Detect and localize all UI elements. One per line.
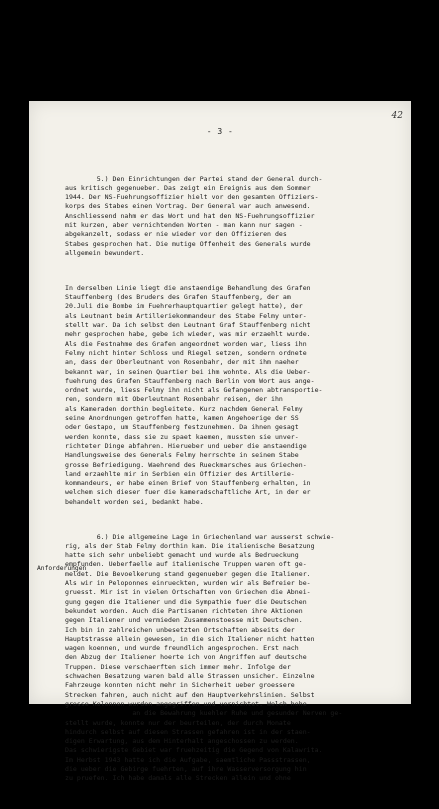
document-page <box>29 101 411 783</box>
folio-annotation: 42 <box>391 111 403 121</box>
paragraph-5: 5.) Den Einrichtungen der Partei stand der General durch- aus kritisch gegenueber. Das zeigt ein Ereignis aus dem Sommer 1944. Der NS-Fuehrungsoffizier hielt vor den gesamten Offiziers- korps des Stabes einen Vortrag. Der General war auch anwesend. Anschliessend nahm er das Wort und hat den NS-Fuehrungsoffizier mit kurzen, aber vernichtenden Worten - man kann nur sagen - abgekanzelt, sodass er nie wieder vor den Offizieren des Stabes gesprochen hat. Die mutige Offenheit des Generals wurde allgemein bewundert. <box>65 174 323 257</box>
margin-note: Anforderungen <box>37 565 87 572</box>
page-number: - 3 - <box>206 127 234 136</box>
body-text <box>65 156 395 809</box>
paragraph-stauffenberg: In derselben Linie liegt die anstaendige Behandlung des Grafen Stauffenberg (des Bruders des Grafen Stauffenberg, der am 20.Juli die Bombe im Fuehrerhauptquartier gelegt hatte), der als Leutnant beim Artilleriekommandeur des Stabe Felmy unter- stellt war. Da ich selbst den Leutnant Graf Stauffenberg nicht mehr gesprochen habe, gebe ich wieder, was mir erzaehlt wurde. Als die Festnahme des Grafen angeordnet worden war, liess ihn Felmy nicht hinter Schloss und Riegel setzen, sondern ordnete an, dass der Oberleutnant von Rosenbahr, der mit ihm naeher bekannt war, in seinen Quartier bei ihm wohnte. Als die Ueber- fuehrung des Grafen Stauffenberg nach Berlin vom Wort aus ange- ordnet wurde, liess Felmy ihn nicht als Gefangenen abtransportie- ren, sondern mit Oberleutnant Rosenbahr reisen, der ihn als Kameraden dorthin begleitete. Kurz nachdem General Felmy seine Anordnungen getroffen hatte, kamen Angehoerige der SS oder Gestapo, um Stauffenberg festzunehmen. Da ihnen gesagt werden konnte, dass sie zu spaet kaemen, mussten sie unver- richteter Dinge abfahren. Hierueber und ueber die anstaendige Handlungsweise des Generals Felmy herrschte in seinem Stabe grosse Befriedigung. Waehrend des Rueckmarsches aus Griechen- land erzaehlte mir in Serbien ein Offizier des Artillerie- kommandeurs, er habe einen Brief von Stauffenberg erhalten, in welchem sich dieser fuer die kameradschaftliche Art, in der er behandelt worden sei, bedankt habe. <box>65 283 323 506</box>
paragraph-6: 6.) Die allgemeine Lage in Griechenland war ausserst schwie- rig, als der Stab Felmy dorthin kam. Die italienische Besatzung hatte sich sehr unbeliebt gemacht und wurde als Bedrueckung empfunden. Ueberfaelle auf italienische Truppen waren oft ge- meldet. Die Bevoelkerung stand gegenueber gegen die Italiener. Als wir in Peloponnes einrueckten, wurden wir als Befreier be- gruesst. Mir ist in vielen Ortschaften von Griechen die Abnei- gung gegen die Italiener und die Sympathie fuer die Deutschen bekundet worden. Auch die Partisanen richteten ihre Aktionen gegen Italiener und vermieden Zusammenstoesse mit Deutschen. Ich bin in zahlreichen unbesetzten Ortschaften abseits der Hauptstrasse allein gewesen, in die sich Italiener nicht hatten wagen koennen, und wurde freundlich angesprochen. Erst nach den Abzug der Italiener hoerte ich von Angriffen auf deutsche Truppen. Diese verschaerften sich immer mehr. Infolge der schwachen Besatzung waren bald alle Strassen unsicher. Einzelne Fahrzeuge konnten nicht mehr in Sicherheit ueber groessere Strecken fahren, auch nicht auf den Hauptverkehrslinien. Selbst grosse Kolonnen wurden angegriffen und vernichtet. Welch hohe an die Bewahrung kuehler Ruhe und gesunder Nerven ge- stellt wurde, konnte nur der beurteilen, der durch Monate hindurch selbst auf diesen Strassen gefahren ist in der staen- digen Erwartung, aus dem Hinterhalt angeschossen zu werden. Das schwierigste Gebiet war fruehzeitig die Gegend von Kalawrita. Im Herbst 1943 hatte ich die Aufgabe, saemtliche Passstrassen, die ueber die Gebirge fuehrten, auf ihre Wasserversorgung hin zu pruefen. Ich habe damals alle Strecken allein und ohne <box>65 532 343 783</box>
